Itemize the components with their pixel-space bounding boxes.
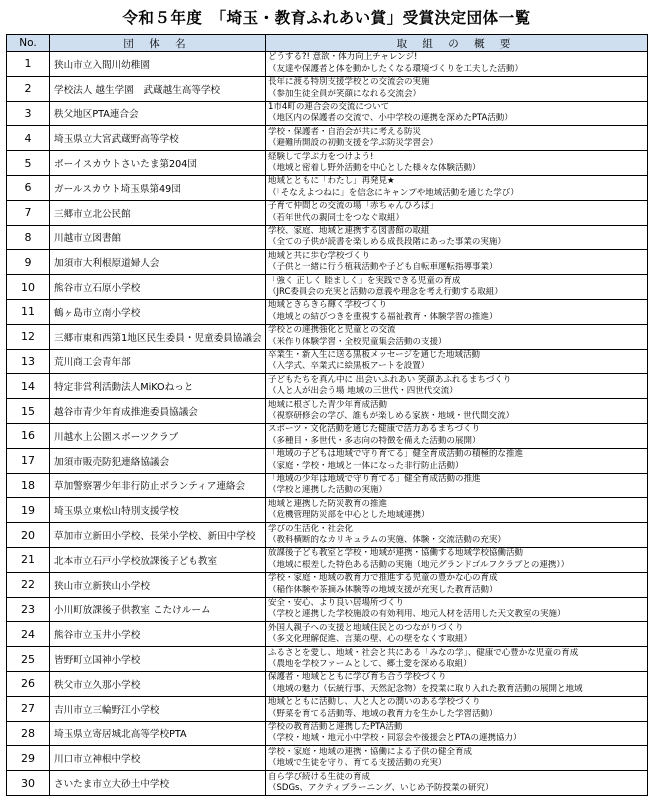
activity-detail: （子供と一緒に行う植栽活動や子ども自転車運転指導事業） [268, 262, 498, 273]
activity-detail: （地域に根差した特色ある活動の実施（地元グランドゴルフクラブとの連携）） [268, 559, 570, 570]
activity-title: 学校の教育活動と連携したPTA活動 [268, 721, 403, 732]
activity-detail: （地域の魅力（伝統行事、天然記念物）を授業に取り入れた教育活動の展開と地域 [268, 683, 583, 694]
organization-name: 草加警察署少年非行防止ボランティア連絡会 [50, 473, 266, 498]
table-row [7, 250, 648, 275]
organization-name: 学校法人 越生学園 武蔵越生高等学校 [50, 76, 266, 101]
organization-name: ガールスカウト埼玉県第49団 [50, 175, 266, 200]
row-number: 10 [7, 275, 50, 300]
page-title: 令和５年度 「埼玉・教育ふれあい賞」受賞決定団体一覧 [122, 9, 531, 27]
awards-table [6, 34, 648, 796]
activity-detail: （友達や保護者と体を動かしたくなる環境づくりを工夫した活動） [268, 63, 524, 74]
activity-detail: （学校と連携した学校施設の有効利用、地元人材を活用した天文教室の実施） [268, 609, 566, 620]
row-number: 24 [7, 622, 50, 647]
row-number: 18 [7, 473, 50, 498]
activity-detail: （学校と連携した活動の実施） [268, 485, 388, 496]
row-number: 14 [7, 374, 50, 399]
activity-detail: （家庭・学校・地域と一体になった非行防止活動） [268, 460, 464, 471]
table-row [7, 647, 648, 672]
activity-summary [266, 399, 648, 424]
row-number: 17 [7, 448, 50, 473]
row-number: 1 [7, 52, 50, 77]
table-row [7, 349, 648, 374]
row-number: 6 [7, 175, 50, 200]
organization-name: 鶴ヶ島市立南小学校 [50, 299, 266, 324]
row-number: 30 [7, 771, 50, 796]
organization-name: 秩父地区PTA連合会 [50, 101, 266, 126]
table-row [7, 76, 648, 101]
activity-detail: （多文化理解促進、言葉の壁、心の壁をなくす取組） [268, 634, 473, 645]
activity-summary [266, 448, 648, 473]
organization-name: 三郷市立北公民館 [50, 200, 266, 225]
table-row [7, 523, 648, 548]
row-number: 12 [7, 324, 50, 349]
activity-summary [266, 771, 648, 796]
activity-title: 長年に渡る特別支援学校との交流会の実施 [268, 77, 430, 88]
activity-title: 外国人親子への支援と地域住民とのつながりづくり [268, 622, 464, 633]
row-number: 21 [7, 547, 50, 572]
activity-summary [266, 101, 648, 126]
activity-detail: （若年世代の親同士をつなぐ取組） [268, 212, 405, 223]
organization-name: 特定非営利活動法人MiKOねっと [50, 374, 266, 399]
activity-summary [266, 52, 648, 77]
activity-summary [266, 498, 648, 523]
activity-title: どうする?! 意欲・体力向上チャレンジ! [268, 52, 418, 63]
activity-detail: （多種目・多世代・多志向の特徴を備えた活動の展開） [268, 435, 481, 446]
organization-name: 吉川市立三輪野江小学校 [50, 696, 266, 721]
activity-detail: （入学式、卒業式に絵黒板アートを設置） [268, 361, 430, 372]
table-row [7, 275, 648, 300]
activity-title: 子どもたちを真ん中に 出会いふれあい 笑顔あふれるまちづくり [268, 374, 512, 385]
organization-name: 荒川商工会青年部 [50, 349, 266, 374]
organization-name: 埼玉県立寄居城北高等学校PTA [50, 721, 266, 746]
activity-summary [266, 696, 648, 721]
activity-title: スポーツ・文化活動を通じた健康で活力あるまちづくり [268, 424, 481, 435]
activity-detail: （全ての子供が読書を楽しめる成長段階にあった事業の実施） [268, 237, 506, 248]
activity-summary [266, 200, 648, 225]
activity-detail: （「そなえよつねに」を信念にキャンプや地域活動を通じた学び） [268, 187, 519, 198]
activity-title: 学校との連携強化と児童との交流 [268, 325, 396, 336]
activity-title: 地域に根ざした青少年育成活動 [268, 399, 388, 410]
row-number: 2 [7, 76, 50, 101]
activity-summary [266, 547, 648, 572]
row-number: 20 [7, 523, 50, 548]
row-number: 19 [7, 498, 50, 523]
activity-detail: （教科横断的なカリキュラムの実施、体験・交流活動の充実） [268, 535, 506, 546]
organization-name: 狭山市立入間川幼稚園 [50, 52, 266, 77]
table-row [7, 721, 648, 746]
table-row [7, 473, 648, 498]
organization-name: 皆野町立国神小学校 [50, 647, 266, 672]
activity-title: 自ら学び続ける生徒の育成 [268, 771, 371, 782]
activity-detail: （地域と密着し野外活動を中心とした様々な体験活動） [268, 163, 481, 174]
table-row [7, 498, 648, 523]
activity-detail: （SDGs、アクティブラーニング、いじめ予防授業の研究） [268, 783, 494, 793]
organization-name: 熊谷市立石原小学校 [50, 275, 266, 300]
activity-summary [266, 76, 648, 101]
activity-summary [266, 225, 648, 250]
activity-detail: （学校・地域・地元小中学校・同窓会や後援会とPTAの連携協力） [268, 733, 522, 744]
activity-summary [266, 473, 648, 498]
activity-title: 「地域の少年は地域で守り育てる」健全育成活動の推進 [268, 473, 481, 484]
activity-summary [266, 299, 648, 324]
table-row [7, 225, 648, 250]
activity-title: 経験して学ぶ力をつけよう! [268, 151, 374, 162]
table-row [7, 696, 648, 721]
table-row [7, 52, 648, 77]
table-row [7, 101, 648, 126]
activity-detail: （稲作体験や茶摘み体験等の地域支援が充実した教育活動） [268, 584, 498, 595]
organization-name: 秩父市立久那小学校 [50, 671, 266, 696]
organization-name: 埼玉県立東松山特別支援学校 [50, 498, 266, 523]
activity-summary [266, 374, 648, 399]
activity-detail: （地域で生徒を守り、育てる支援活動の充実） [268, 758, 447, 769]
activity-title: 地域とともに活動し、人と人との潤いのある学校づくり [268, 697, 481, 708]
row-number: 5 [7, 151, 50, 176]
row-number: 16 [7, 423, 50, 448]
organization-name: ボーイスカウトさいたま第204団 [50, 151, 266, 176]
row-number: 3 [7, 101, 50, 126]
organization-name: 加須市販売防犯連絡協議会 [50, 448, 266, 473]
activity-title: 地域とともに「わたし」再発見★ [268, 176, 395, 187]
row-number: 28 [7, 721, 50, 746]
activity-detail: （参加生徒全員が笑顔になれる交流会） [268, 88, 422, 99]
activity-summary [266, 597, 648, 622]
organization-name: 草加市立新田小学校、長栄小学校、新田中学校 [50, 523, 266, 548]
organization-name: 埼玉県立大宮武蔵野高等学校 [50, 126, 266, 151]
activity-title: 安全・安心、より良い居場所づくり [268, 597, 405, 608]
activity-title: 卒業生・新入生に送る黒板メッセージを通じた地域活動 [268, 349, 480, 360]
organization-name: 越谷市青少年育成推進委員協議会 [50, 399, 266, 424]
organization-name: 川口市立神根中学校 [50, 746, 266, 771]
row-number: 25 [7, 647, 50, 672]
activity-title: 放課後子ども教室と学校・地域が連携・協働する地域学校協働活動 [268, 548, 524, 559]
activity-summary [266, 622, 648, 647]
activity-title: 地域と連携した防災教育の推進 [268, 498, 388, 509]
activity-title: 学校・保護者・自治会が共に考える防災 [268, 126, 422, 137]
activity-title: 子育て仲間との交流の場「赤ちゃんひろば」 [268, 201, 439, 212]
table-row [7, 374, 648, 399]
table-row [7, 622, 648, 647]
activity-detail: （JRC委員会の充実と活動の意義や理念を考え行動する取組） [268, 287, 503, 298]
table-row [7, 572, 648, 597]
table-row [7, 299, 648, 324]
row-number: 15 [7, 399, 50, 424]
activity-detail: （視察研修会の学び、誰もが楽しめる家族・地域・世代間交流） [268, 411, 515, 422]
table-row [7, 448, 648, 473]
activity-title: ふるさとを愛し、地域・社会と共にある「みなの学」、健康で心豊かな児童の育成 [268, 647, 579, 658]
activity-summary [266, 523, 648, 548]
activity-title: 地域と共に歩む学校づくり [268, 250, 371, 261]
activity-detail: （農地を学校ファームとして、郷土愛を深める取組） [268, 659, 472, 670]
activity-detail: （地域との結びつきを重視する福祉教育・体験学習の推進） [268, 311, 498, 322]
organization-name: さいたま市立大砂土中学校 [50, 771, 266, 796]
organization-name: 北本市立石戸小学校放課後子ども教室 [50, 547, 266, 572]
organization-name: 加須市大利根原道婦人会 [50, 250, 266, 275]
activity-detail: （野菜を育てる活動等、地域の教育力を生かした学習活動） [268, 708, 498, 719]
activity-summary [266, 671, 648, 696]
activity-title: 保護者・地域とともに学び育ち合う学校づくり [268, 672, 447, 683]
activity-summary [266, 126, 648, 151]
activity-title: 1市4町の連合会の交流について [268, 101, 390, 112]
row-number: 22 [7, 572, 50, 597]
activity-detail: （地区内の保護者の交流で、小中学校の連携を深めたPTA活動） [268, 113, 513, 124]
organization-name: 小川町放課後子供教室 こたけルーム [50, 597, 266, 622]
table-row [7, 423, 648, 448]
activity-title: 学校・家庭・地域の連携・協働による子供の健全育成 [268, 746, 473, 757]
table-row [7, 746, 648, 771]
activity-summary [266, 175, 648, 200]
table-row [7, 200, 648, 225]
table-row [7, 771, 648, 796]
activity-summary [266, 151, 648, 176]
table-row [7, 547, 648, 572]
activity-detail: （人と人が出会う場 地域の三世代・四世代交流） [268, 386, 458, 397]
table-row [7, 324, 648, 349]
column-header-name: 団 体 名 [50, 35, 266, 52]
activity-summary [266, 250, 648, 275]
activity-title: 学びの生活化・社会化 [268, 523, 354, 534]
activity-detail: （避難所開設の初動支援を学ぶ防災学習会） [268, 138, 439, 149]
column-header-no: No. [7, 35, 50, 52]
table-row [7, 399, 648, 424]
table-row [7, 597, 648, 622]
organization-name: 川越市立図書館 [50, 225, 266, 250]
row-number: 13 [7, 349, 50, 374]
row-number: 23 [7, 597, 50, 622]
table-header-row [7, 35, 648, 52]
activity-summary [266, 349, 648, 374]
row-number: 7 [7, 200, 50, 225]
table-row [7, 151, 648, 176]
organization-name: 熊谷市立玉井小学校 [50, 622, 266, 647]
organization-name: 三郷市東和西第1地区民生委員・児童委員協議会 [50, 324, 266, 349]
organization-name: 川越水上公園スポーツクラブ [50, 423, 266, 448]
row-number: 27 [7, 696, 50, 721]
row-number: 9 [7, 250, 50, 275]
activity-summary [266, 275, 648, 300]
activity-detail: （危機管理防災部を中心とした地域連携） [268, 510, 430, 521]
row-number: 11 [7, 299, 50, 324]
activity-title: 地域ときらきら輝く学校づくり [268, 300, 388, 311]
activity-title: 学校、家庭、地域と連携する図書館の取組 [268, 225, 430, 236]
organization-name: 狭山市立新狭山小学校 [50, 572, 266, 597]
activity-summary [266, 746, 648, 771]
activity-summary [266, 721, 648, 746]
column-header-desc: 取 組 の 概 要 [266, 35, 648, 52]
table-row [7, 126, 648, 151]
row-number: 29 [7, 746, 50, 771]
activity-title: 「地域の子どもは地域で守り育てる」健全育成活動の積極的な推進 [268, 449, 524, 460]
activity-summary [266, 324, 648, 349]
row-number: 8 [7, 225, 50, 250]
activity-detail: （米作り体験学習・全校児童集会活動の支援） [268, 336, 447, 347]
activity-title: 「強く 正しく 睦ましく」を実践できる児童の育成 [268, 275, 461, 286]
activity-summary [266, 647, 648, 672]
row-number: 26 [7, 671, 50, 696]
row-number: 4 [7, 126, 50, 151]
activity-summary [266, 423, 648, 448]
activity-title: 学校・家庭・地域の教育力で推進する児童の豊かな心の育成 [268, 573, 498, 584]
activity-summary [266, 572, 648, 597]
table-row [7, 175, 648, 200]
table-row [7, 671, 648, 696]
